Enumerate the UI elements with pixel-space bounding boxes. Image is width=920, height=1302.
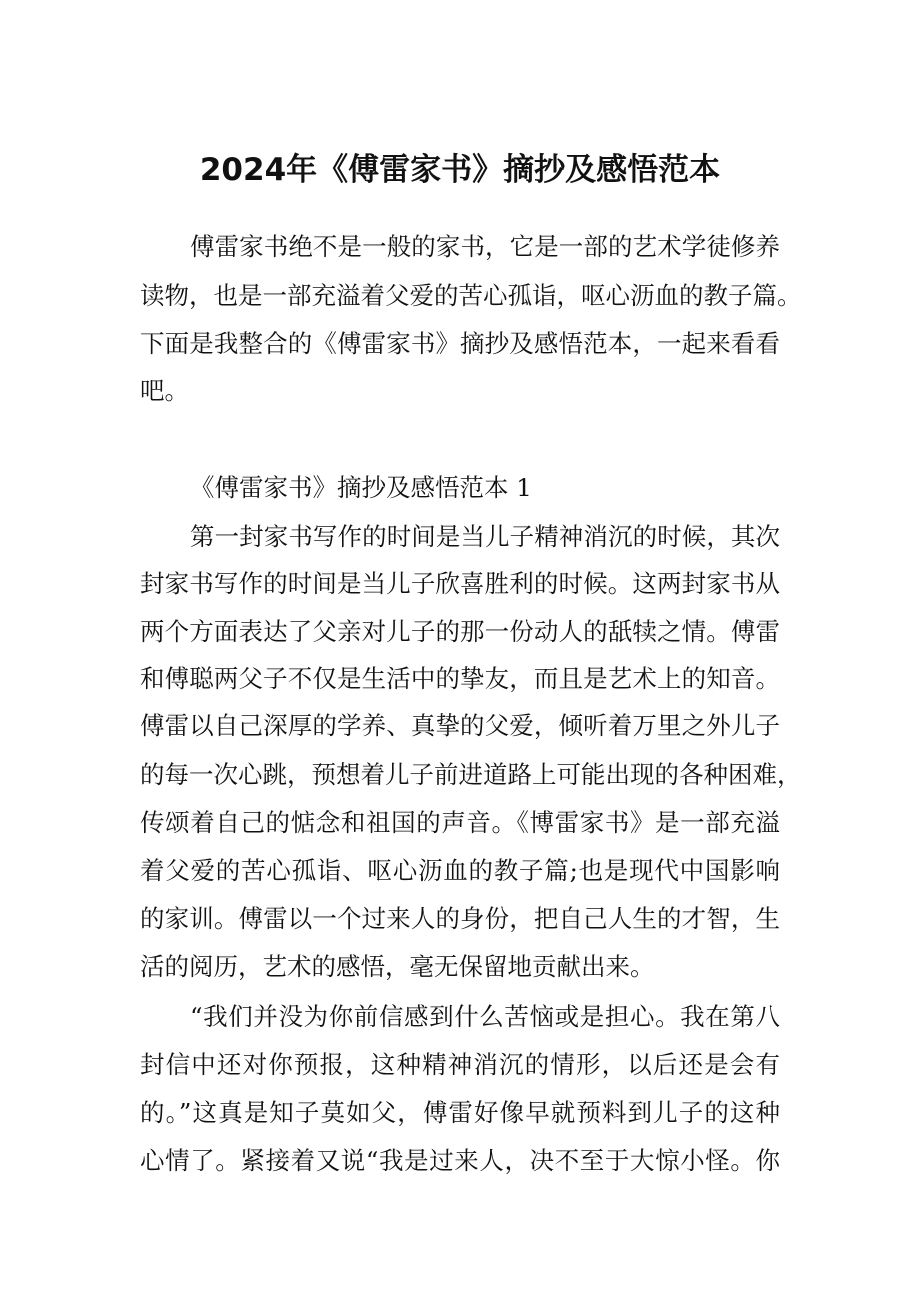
body-line: 的每一次心跳，预想着儿子前进道路上可能出现的各种困难， <box>140 760 802 789</box>
body-line: 心情了。紧接着又说“我是过来人，决不至于大惊小怪。你 <box>140 1146 780 1175</box>
document-title: 2024年《傅雷家书》摘抄及感悟范本 <box>199 152 721 188</box>
section-heading: 《傅雷家书》摘抄及感悟范本 1 <box>190 473 532 502</box>
intro-line: 读物，也是一部充溢着父爱的苦心孤诣，呕心沥血的教子篇。 <box>140 281 802 310</box>
body-line: 两个方面表达了父亲对儿子的那一份动人的舐犊之情。傅雷 <box>140 617 780 646</box>
body-line: 封家书写作的时间是当儿子欣喜胜利的时候。这两封家书从 <box>140 569 780 598</box>
intro-line: 傅雷家书绝不是一般的家书，它是一部的艺术学徒修养 <box>190 232 780 261</box>
body-line: 第一封家书写作的时间是当儿子精神消沉的时候，其次 <box>190 522 780 551</box>
body-line: 的。”这真是知子莫如父，傅雷好像早就预料到儿子的这种 <box>140 1098 780 1127</box>
body-line: 活的阅历，艺术的感悟，毫无保留地贡献出来。 <box>140 952 655 981</box>
body-line: 傅雷以自己深厚的学养、真挚的父爱，倾听着万里之外儿子 <box>140 711 780 740</box>
body-line: 着父爱的苦心孤诣、呕心沥血的教子篇;也是现代中国影响 <box>140 856 780 885</box>
body-line: 传颂着自己的惦念和祖国的声音。《博雷家书》是一部充溢 <box>140 808 780 837</box>
intro-line: 吧。 <box>140 376 189 405</box>
body-line: 封信中还对你预报，这种精神消沉的情形，以后还是会有 <box>140 1050 780 1079</box>
body-line: 的家训。傅雷以一个过来人的身份，把自己人生的才智，生 <box>140 904 780 933</box>
intro-line: 下面是我整合的《傅雷家书》摘抄及感悟范本，一起来看看 <box>140 329 780 358</box>
body-line: “我们并没为你前信感到什么苦恼或是担心。我在第八 <box>190 1002 780 1031</box>
body-line: 和傅聪两父子不仅是生活中的挚友，而且是艺术上的知音。 <box>140 664 780 693</box>
